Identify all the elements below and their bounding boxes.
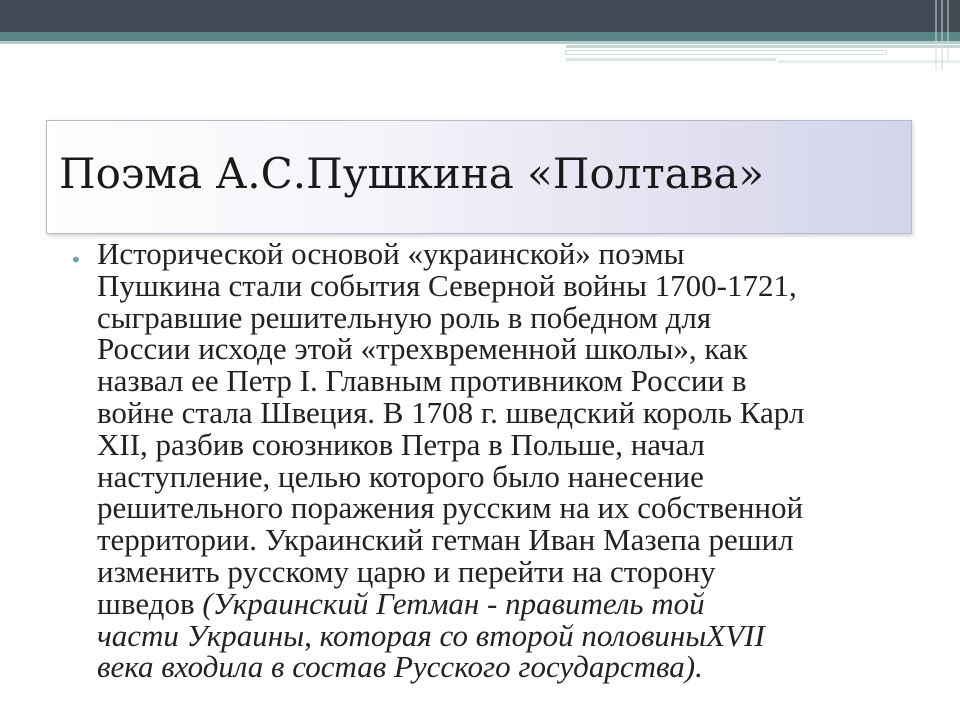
slide-title: Поэма А.С.Пушкина «Полтава»	[59, 149, 765, 198]
body-line: Пушкина стали события Северной войны 1700-1721,	[97, 267, 797, 303]
corner-decoration	[932, 0, 960, 70]
body-line: сыгравшие решительную роль в победном для	[97, 299, 712, 335]
decorative-stripe	[566, 51, 886, 54]
body-paragraph	[97, 238, 907, 683]
body-line: решительного поражения русским на их собственной	[97, 490, 804, 526]
decorative-stripe	[566, 58, 776, 61]
body-line: наступление, целью которого было нанесение	[97, 458, 704, 494]
body-line-mixed	[97, 585, 907, 621]
body-line: территории. Украинский гетман Иван Мазепа решил	[97, 522, 794, 558]
header-accent-band	[0, 32, 960, 41]
body-line: России исходе этой «трехвременной школы», как	[97, 331, 748, 367]
title-card	[46, 120, 912, 234]
body-line: войне стала Швеция. В 1708 г. шведский король Карл	[97, 394, 805, 430]
bullet-icon: •	[70, 248, 82, 272]
body-line: изменить русскому царю и перейти на сторону	[97, 553, 716, 589]
body-line: Исторической основой «украинской» поэмы	[97, 236, 685, 271]
body-line-italic: века входила в состав Русского государства).	[97, 649, 703, 685]
body-line: назвал ее Петр I. Главным противником России в	[97, 363, 747, 399]
body-line-italic: части Украины, которая со второй половиныXVII	[97, 617, 765, 653]
body-text-italic: (Украинский Гетман - правитель той	[202, 585, 705, 621]
header-accent-shade	[0, 41, 960, 44]
decorative-stripe	[566, 45, 960, 48]
body-line: XII, разбив союзников Петра в Польше, начал	[97, 426, 705, 462]
header-band	[0, 0, 960, 32]
body-text-plain: шведов	[97, 585, 203, 621]
